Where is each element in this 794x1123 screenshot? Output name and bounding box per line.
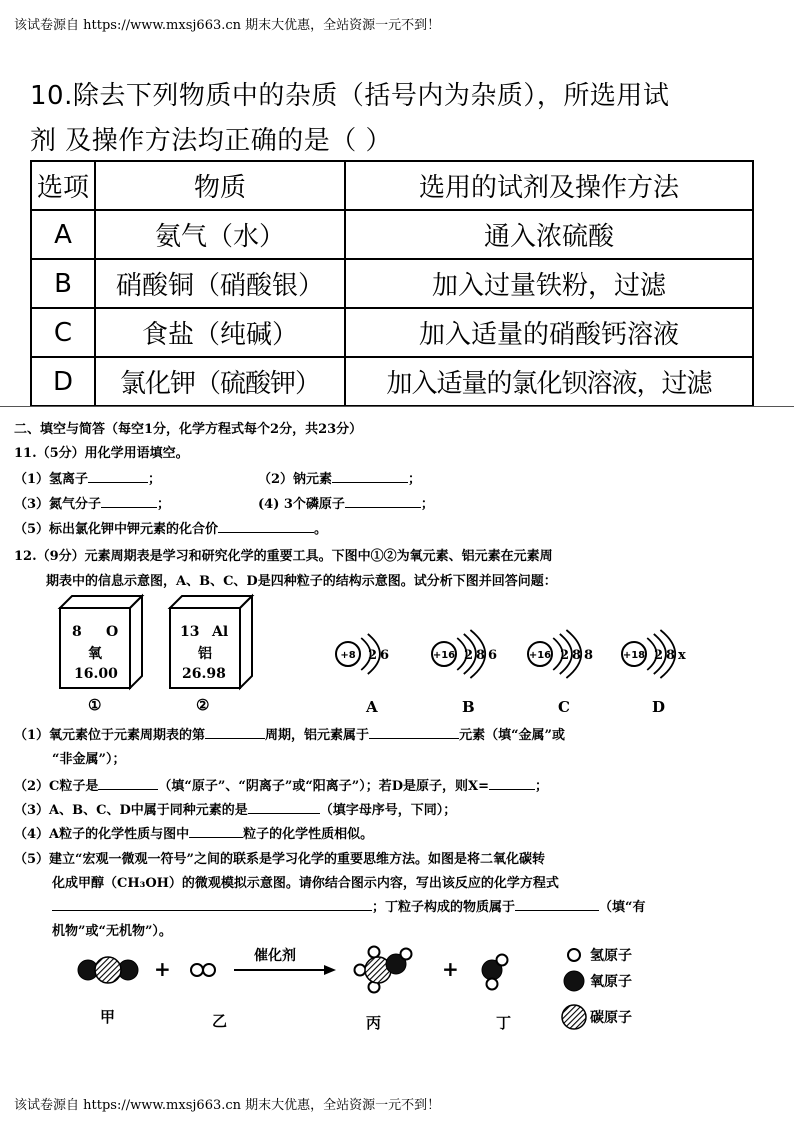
q12-p5-line3 [52, 896, 646, 915]
reaction-diagram [60, 938, 660, 1038]
cell-label: ① [88, 696, 102, 714]
q11-row2: （3）氮气分子 ； [14, 497, 171, 512]
cell-mass: 16.00 [74, 666, 118, 682]
row-substance: 氯化钾（硫酸钾） [95, 357, 345, 406]
cell-label: ② [196, 696, 210, 714]
aluminium-cell [170, 596, 252, 714]
row-method: 通入浓硫酸 [345, 210, 753, 259]
q12-p5d: （填“有 [599, 900, 646, 915]
table-row [31, 210, 753, 259]
row-method: 加入适量的氯化钡溶液，过滤 [345, 357, 753, 406]
shell-electrons: 2 [654, 648, 664, 663]
nucleus-charge: +18 [622, 650, 646, 661]
q12-p3-text2: （填字母序号，下同）； [319, 803, 457, 818]
q12-p2: （2）C粒子是 （填“原子”、“阴离子”或“阳离子”）；若D是原子，则X= ； [14, 779, 549, 794]
q11-row3: （5）标出氯化钾中钾元素的化合价 。 [14, 522, 328, 537]
q11-item1: （1）氢离子 [14, 472, 89, 487]
answer-blank[interactable] [101, 495, 157, 508]
q11-item3: （3）氮气分子 [14, 497, 102, 512]
nucleus-charge: +16 [528, 650, 552, 661]
atom-C [528, 630, 593, 716]
answer-blank[interactable] [515, 898, 599, 911]
nucleus-charge: +16 [432, 650, 456, 661]
answer-blank[interactable] [189, 825, 243, 838]
q12-p1 [14, 724, 565, 743]
atom-A [336, 634, 389, 716]
header-substance: 物质 [95, 161, 345, 210]
methanol-molecule [355, 947, 412, 993]
cell-symbol: O [106, 624, 119, 640]
q12-p5b: 化成甲醇（CH₃OH）的微观模拟示意图。请你结合图示内容，写出该反应的化学方程式 [52, 876, 559, 891]
table-header-row [31, 161, 753, 210]
q12-p2-text: （2）C粒子是 [14, 779, 99, 794]
periodic-cells [46, 592, 286, 714]
row-option: D [31, 357, 95, 406]
bottom-banner: 该试卷源自 https://www.mxsj663.cn 期末大优惠，全站资源一元不到！ [14, 1098, 441, 1113]
h2-molecule [191, 964, 215, 976]
label-ding: 丁 [496, 1014, 512, 1032]
q12-p2-text2: （填“原子”、“阴离子”或“阳离子”）；若D是原子，则X= [158, 779, 490, 794]
q12-p3-text: （3）A、B、C、D中属于同种元素的是 [14, 803, 248, 818]
atom-label: C [558, 698, 570, 716]
q11-row1b: （2）钠元素 ； [258, 472, 422, 487]
answer-blank[interactable] [205, 726, 265, 739]
answer-blank[interactable] [332, 470, 408, 483]
label-jia: 甲 [100, 1008, 116, 1026]
shell-electrons: 6 [488, 648, 498, 663]
header-option: 选项 [31, 161, 95, 210]
cell-mass: 26.98 [182, 666, 226, 682]
q12-p1-text: （1）氧元素位于元素周期表的第 [14, 728, 206, 743]
row-method: 加入过量铁粉，过滤 [345, 259, 753, 308]
q10-line2: 剂 及操作方法均正确的是（ ） [30, 126, 393, 156]
legend-carbon: 碳原子 [590, 1010, 632, 1026]
q12-p5e: 机物”或“无机物”）。 [52, 924, 172, 939]
answer-blank[interactable] [52, 898, 372, 911]
shell-electrons: 8 [476, 648, 486, 663]
q12-p1-text3: 元素（填“金属”或 [459, 728, 566, 743]
atom-B [432, 630, 497, 716]
row-option: B [31, 259, 95, 308]
shell-electrons: 8 [666, 648, 676, 663]
q10-table [30, 160, 754, 407]
shell-electrons: 2 [464, 648, 474, 663]
q12-p1d: “非金属”）； [52, 752, 126, 767]
shell-electrons: 8 [584, 648, 594, 663]
row-substance: 硝酸铜（硝酸银） [95, 259, 345, 308]
header-method: 选用的试剂及操作方法 [345, 161, 753, 210]
q11-item5: （5）标出氯化钾中钾元素的化合价 [14, 522, 219, 537]
cell-number: 8 [72, 624, 82, 640]
top-banner: 该试卷源自 https://www.mxsj663.cn 期末大优惠，全站资源一元不到！ [14, 18, 441, 33]
atom-label: D [652, 698, 666, 716]
row-substance: 氨气（水） [95, 210, 345, 259]
cell-name: 铝 [198, 646, 212, 662]
reaction-legend [562, 947, 632, 1029]
q12-p5a: （5）建立“宏观一微观一符号”之间的联系是学习化学的重要思维方法。如图是将二氧化碳转 [14, 852, 546, 867]
q11-head: 11.（5分）用化学用语填空。 [14, 446, 189, 461]
cell-number: 13 [180, 624, 200, 640]
q12-p4 [14, 823, 373, 842]
co2-molecule [78, 957, 138, 983]
catalyst-label: 催化剂 [254, 948, 296, 964]
atom-label: B [462, 698, 475, 716]
shell-electrons: 2 [560, 648, 570, 663]
answer-blank[interactable] [489, 777, 535, 790]
answer-blank[interactable] [345, 495, 421, 508]
shell-electrons: 8 [572, 648, 582, 663]
label-yi: 乙 [212, 1012, 228, 1030]
q12-p1-text2: 周期，铝元素属于 [265, 728, 370, 743]
plus-sign: + [154, 957, 171, 981]
atom-D [622, 630, 686, 716]
table-row [31, 357, 753, 406]
atom-diagrams [326, 612, 726, 716]
answer-blank[interactable] [98, 777, 158, 790]
question-10 [30, 74, 770, 164]
nucleus-charge: +8 [340, 650, 356, 661]
row-substance: 食盐（纯碱） [95, 308, 345, 357]
row-option: A [31, 210, 95, 259]
q11-row1: （1）氢离子 ； [14, 472, 162, 487]
shell-electrons: 2 [368, 648, 378, 663]
q12-p4-text2: 粒子的化学性质相似。 [243, 827, 374, 842]
atom-label: A [366, 698, 378, 716]
reaction-arrow [234, 947, 336, 975]
table-row [31, 308, 753, 357]
water-molecule [482, 955, 508, 990]
q11-item2: （2）钠元素 [258, 472, 333, 487]
row-option: C [31, 308, 95, 357]
q12-head2: 期表中的信息示意图，A、B、C、D是四种粒子的结构示意图。试分析下图并回答问题： [46, 574, 557, 589]
shell-electrons: 6 [380, 648, 390, 663]
q11-item4: (4) 3个磷原子 [258, 497, 345, 512]
answer-blank[interactable] [218, 520, 314, 533]
answer-blank[interactable] [369, 726, 459, 739]
section2-title: 二、填空与简答（每空1分，化学方程式每个2分，共23分） [14, 422, 363, 437]
shell-electrons: x [678, 648, 686, 663]
label-bing: 丙 [366, 1014, 382, 1032]
answer-blank[interactable] [88, 470, 148, 483]
page-divider [0, 406, 794, 407]
q12-p4-text: （4）A粒子的化学性质与图中 [14, 827, 190, 842]
q12-p5c: ；丁粒子构成的物质属于 [372, 900, 516, 915]
legend-oxygen: 氧原子 [590, 974, 632, 990]
q10-line1: 10.除去下列物质中的杂质（括号内为杂质），所选用试 [30, 81, 670, 111]
answer-blank[interactable] [248, 801, 320, 814]
plus-sign: + [442, 957, 459, 981]
oxygen-cell [60, 596, 142, 714]
cell-symbol: Al [212, 624, 229, 640]
row-method: 加入适量的硝酸钙溶液 [345, 308, 753, 357]
q12-p3 [14, 799, 456, 818]
q12-head1: 12.（9分）元素周期表是学习和研究化学的重要工具。下图中①②为氧元素、铝元素在元素周 [14, 549, 553, 564]
q11-row2b: (4) 3个磷原子 ； [258, 497, 434, 512]
cell-name: 氧 [88, 646, 102, 662]
table-row [31, 259, 753, 308]
legend-hydrogen: 氢原子 [590, 948, 632, 964]
